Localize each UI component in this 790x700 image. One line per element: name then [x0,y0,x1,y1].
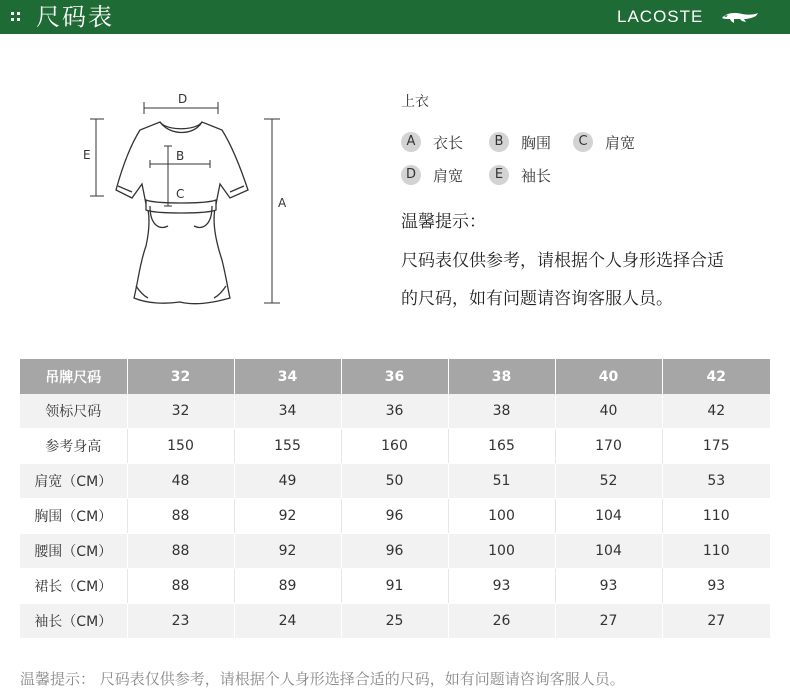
table-cell: 51 [448,464,555,499]
table-header-cell: 吊牌尺码 [20,359,127,394]
header-bar [0,0,790,34]
table-cell: 53 [662,464,770,499]
table-cell: 34 [234,394,341,429]
table-cell: 100 [448,534,555,569]
table-header-cell: 32 [127,359,234,394]
tips-title: 温馨提示： [401,212,486,232]
legend-badge: B [489,132,509,152]
brand-name: LACOSTE [617,7,704,26]
legend-item-a [401,131,463,153]
table-cell: 52 [555,464,662,499]
table-cell: 27 [555,604,662,639]
table-cell: 93 [448,569,555,604]
legend-badge: C [573,132,593,152]
label-d: D [178,92,188,106]
legend-item-c [573,131,635,153]
table-cell: 36 [341,394,448,429]
tips-line-2: 的尺码，如有问题请咨询客服人员。 [401,289,673,309]
legend-item-d [401,164,463,186]
table-header-row [20,359,770,394]
table-cell: 肩宽（CM） [20,464,127,499]
grid-icon [11,12,23,22]
table-row [20,394,770,429]
legend-label: 肩宽 [605,133,636,152]
table-header-cell: 34 [234,359,341,394]
table-cell: 165 [448,429,555,464]
table-cell: 104 [555,499,662,534]
legend-label: 袖长 [521,166,552,185]
crocodile-logo-icon [720,7,760,27]
table-cell: 93 [555,569,662,604]
table-cell: 155 [234,429,341,464]
label-a: A [278,196,287,210]
table-cell: 50 [341,464,448,499]
table-row [20,464,770,499]
table-header-cell: 40 [555,359,662,394]
table-cell: 93 [662,569,770,604]
table-cell: 88 [127,569,234,604]
table-cell: 92 [234,534,341,569]
table-cell: 110 [662,499,770,534]
table-cell: 26 [448,604,555,639]
table-cell: 100 [448,499,555,534]
legend-badge: D [401,165,421,185]
table-header-cell: 42 [662,359,770,394]
legend-label: 衣长 [433,133,464,152]
table-cell: 23 [127,604,234,639]
table-cell: 27 [662,604,770,639]
legend-heading: 上衣 [401,94,429,110]
table-cell: 96 [341,534,448,569]
table-header-cell: 36 [341,359,448,394]
table-cell: 170 [555,429,662,464]
table-cell: 110 [662,534,770,569]
table-cell: 92 [234,499,341,534]
table-row [20,499,770,534]
table-cell: 49 [234,464,341,499]
table-cell: 领标尺码 [20,394,127,429]
legend-badge: E [489,165,509,185]
table-cell: 89 [234,569,341,604]
label-b: B [176,149,185,163]
table-cell: 42 [662,394,770,429]
table-cell: 参考身高 [20,429,127,464]
table-cell: 25 [341,604,448,639]
table-cell: 175 [662,429,770,464]
table-header-cell: 38 [448,359,555,394]
label-e: E [83,148,91,162]
table-row [20,429,770,464]
table-cell: 91 [341,569,448,604]
table-row [20,534,770,569]
table-cell: 96 [341,499,448,534]
table-cell: 裙长（CM） [20,569,127,604]
footer-tip: 温馨提示： 尺码表仅供参考，请根据个人身形选择合适的尺码，如有问题请咨询客服人员。 [20,670,625,688]
table-cell: 150 [127,429,234,464]
table-cell: 38 [448,394,555,429]
table-cell: 104 [555,534,662,569]
table-cell: 88 [127,499,234,534]
table-cell: 48 [127,464,234,499]
table-cell: 腰围（CM） [20,534,127,569]
legend-label: 肩宽 [433,166,464,185]
table-cell: 88 [127,534,234,569]
table-cell: 袖长（CM） [20,604,127,639]
table-row [20,569,770,604]
table-cell: 32 [127,394,234,429]
page-title: 尺码表 [36,3,114,31]
legend-badge: A [401,132,421,152]
label-c: C [176,187,185,201]
tips-line-1: 尺码表仅供参考，请根据个人身形选择合适 [401,251,724,271]
legend-label: 胸围 [521,133,552,152]
dimension-e [90,119,104,196]
legend-item-b [489,131,551,153]
table-row [20,604,770,639]
table-cell: 24 [234,604,341,639]
legend-item-e [489,164,551,186]
size-table [20,359,770,639]
dimension-a [264,119,280,303]
table-cell: 胸围（CM） [20,499,127,534]
table-cell: 160 [341,429,448,464]
garment-diagram [76,86,306,316]
table-cell: 40 [555,394,662,429]
